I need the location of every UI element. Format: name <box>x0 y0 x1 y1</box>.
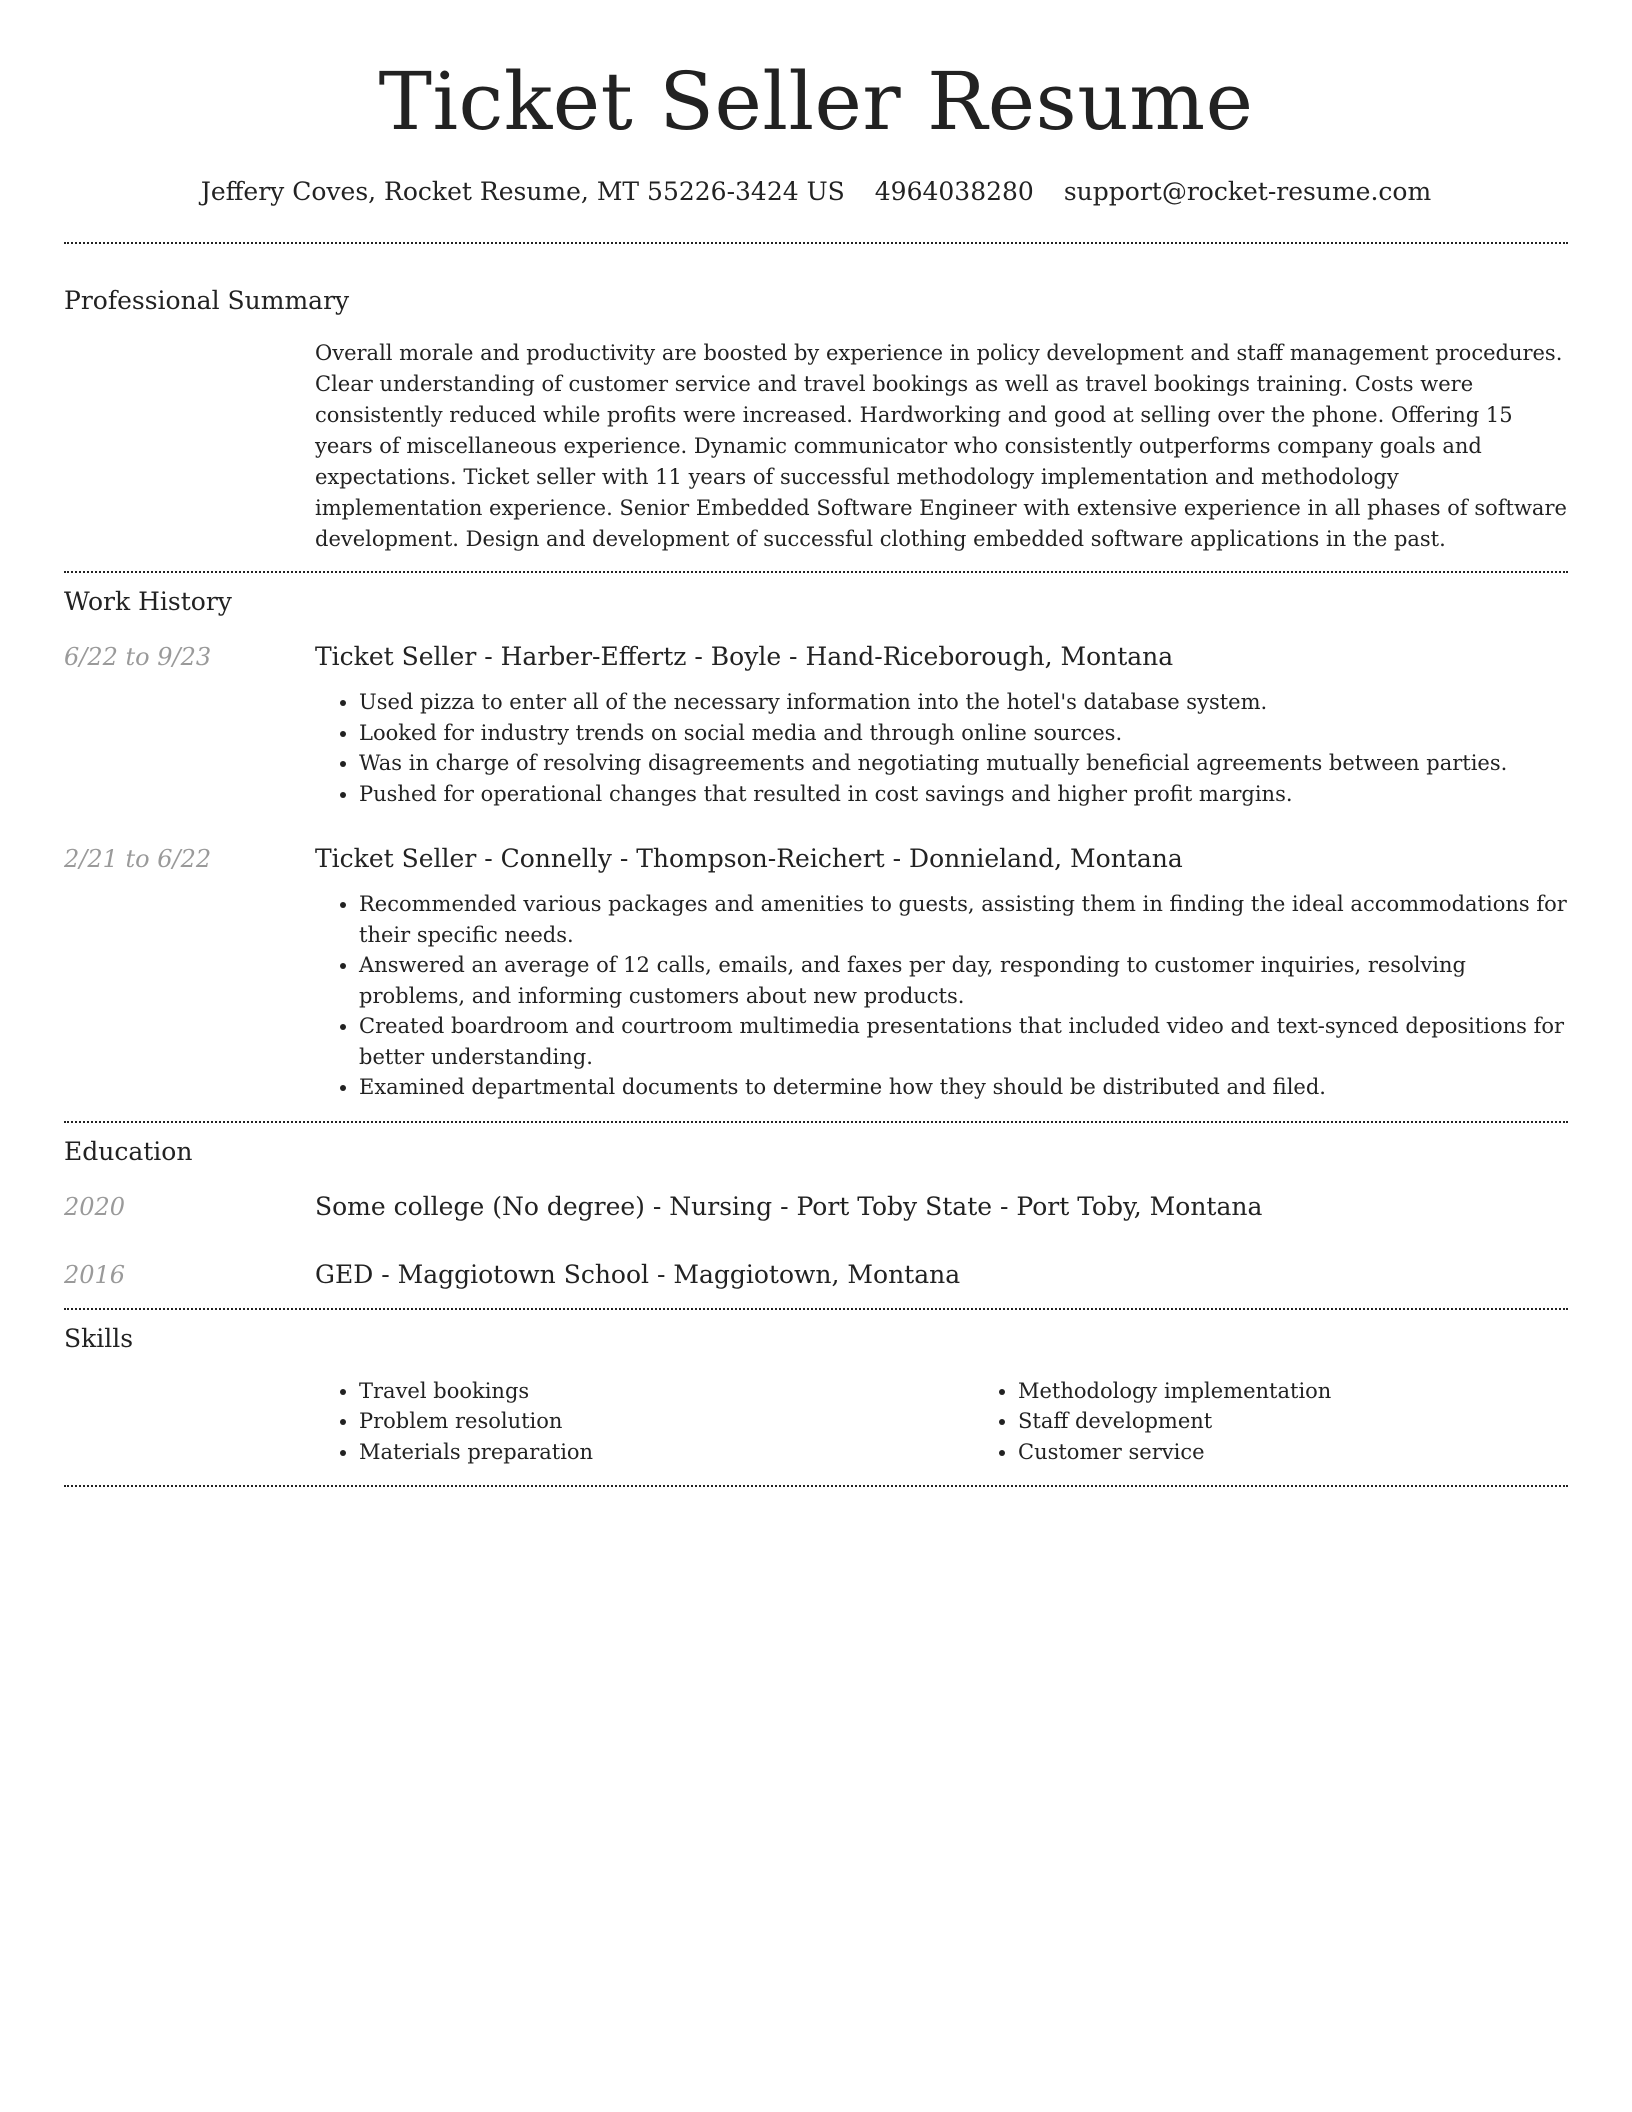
education-title: GED - Maggiotown School - Maggiotown, Montana <box>315 1259 961 1289</box>
job-entry <box>64 843 1568 1103</box>
contact-phone: 4964038280 <box>874 177 1034 206</box>
job-dates: 6/22 to 9/23 <box>64 643 212 671</box>
list-item: • Materials preparation <box>359 1437 974 1468</box>
section-heading-work-history: Work History <box>64 587 232 616</box>
skills-list-2 <box>974 1376 1632 1468</box>
section-heading-education: Education <box>64 1136 193 1166</box>
divider <box>64 242 1568 244</box>
education-year: 2016 <box>64 1260 126 1289</box>
list-item: • Methodology implementation <box>1018 1376 1632 1407</box>
list-item: • Problem resolution <box>359 1406 974 1437</box>
list-item: • Created boardroom and courtroom multimedia presentations that included video and text-synced depositions for better understanding. <box>359 1011 1568 1072</box>
job-bullets <box>315 687 1568 809</box>
skills-list-1 <box>315 1376 974 1468</box>
education-year: 2020 <box>64 1192 126 1221</box>
education-title: Some college (No degree) - Nursing - Port Toby State - Port Toby, Montana <box>315 1191 1263 1221</box>
list-item: • Staff development <box>1018 1406 1632 1437</box>
list-item: • Examined departmental documents to determine how they should be distributed and filed. <box>359 1072 1568 1103</box>
summary-text: Overall morale and productivity are boosted by experience in policy development and staff management procedures. Clear understanding of customer service and travel bookings as well as travel bookings training. Costs were consistently reduced while profits were increased. Hardworking and good at selling over the phone. Offering 15 years of miscellaneous experience. Dynamic communicator who consistently outperforms company goals and expectations. Ticket seller with 11 years of successful methodology implementation and methodology implementation experience. Senior Embedded Software Engineer with extensive experience in all phases of software development. Design and development of successful clothing embedded software applications in the past. <box>315 341 1567 551</box>
education-entry <box>64 1259 1568 1291</box>
contact-line <box>64 176 1568 208</box>
divider <box>64 571 1568 573</box>
divider <box>64 1121 1568 1123</box>
list-item: • Answered an average of 12 calls, emails, and faxes per day, responding to customer inquiries, resolving problems, and informing customers about new products. <box>359 950 1568 1011</box>
divider <box>64 1485 1568 1487</box>
list-item: • Recommended various packages and amenities to guests, assisting them in finding the ideal accommodations for their specific needs. <box>359 889 1568 950</box>
skills-section <box>64 1322 1568 1468</box>
list-item: • Customer service <box>1018 1437 1632 1468</box>
summary-section <box>64 284 1568 555</box>
divider <box>64 1308 1568 1310</box>
contact-email: support@rocket-resume.com <box>1063 177 1432 206</box>
contact-address: Jeffery Coves, Rocket Resume, MT 55226-3424 US <box>200 177 845 206</box>
list-item: • Looked for industry trends on social media and through online sources. <box>359 718 1568 749</box>
list-item: • Travel bookings <box>359 1376 974 1407</box>
list-item: • Was in charge of resolving disagreements and negotiating mutually beneficial agreements between parties. <box>359 748 1568 779</box>
summary-row <box>64 338 1568 555</box>
education-section <box>64 1135 1568 1291</box>
section-heading-summary: Professional Summary <box>64 286 350 315</box>
job-title: Ticket Seller - Connelly - Thompson-Reichert - Donnieland, Montana <box>315 844 1183 873</box>
section-heading-skills: Skills <box>64 1323 134 1353</box>
resume-title: Ticket Seller Resume <box>378 55 1254 148</box>
skills-row <box>64 1376 1568 1468</box>
list-item: • Pushed for operational changes that resulted in cost savings and higher profit margins. <box>359 779 1568 810</box>
job-title: Ticket Seller - Harber-Effertz - Boyle - Hand-Riceborough, Montana <box>315 642 1174 671</box>
list-item: • Used pizza to enter all of the necessary information into the hotel's database system. <box>359 687 1568 718</box>
job-dates: 2/21 to 6/22 <box>64 845 212 873</box>
education-entry <box>64 1191 1568 1223</box>
job-bullets <box>315 889 1568 1103</box>
work-history-section <box>64 585 1568 1103</box>
job-entry <box>64 641 1568 809</box>
